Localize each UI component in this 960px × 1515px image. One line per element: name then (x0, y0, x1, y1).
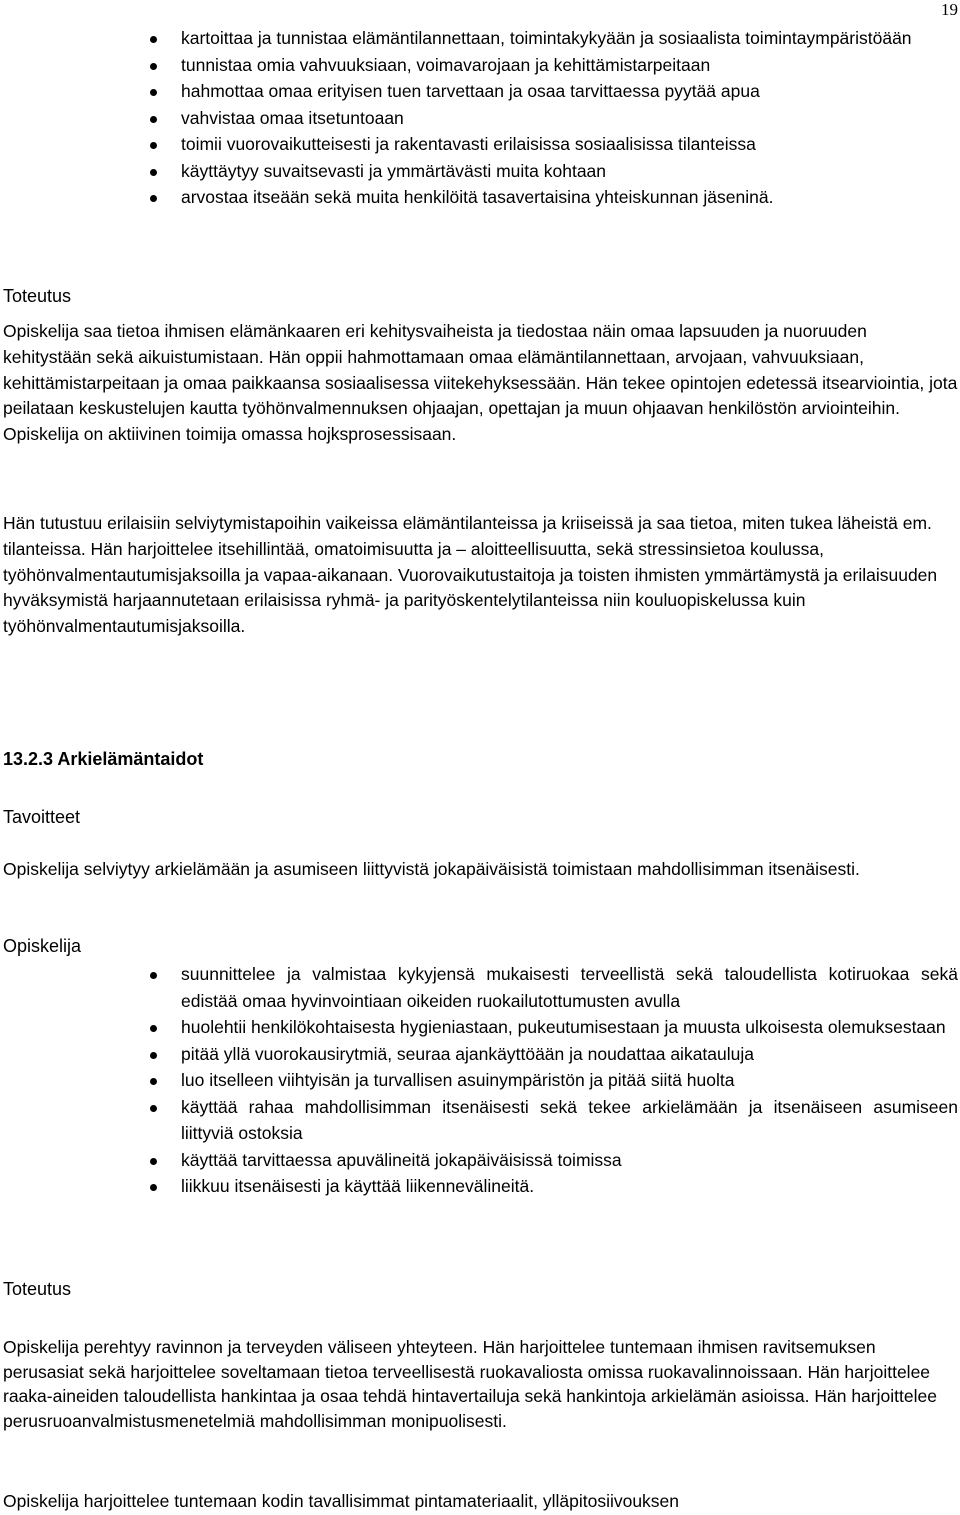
page-number: 19 (941, 0, 958, 19)
bullet-icon (150, 1078, 157, 1085)
toteutus-heading: Toteutus (3, 286, 72, 306)
bullet-icon (150, 63, 157, 70)
toteutus-paragraph-2 (3, 511, 958, 640)
paragraph: Opiskelija saa tietoa ihmisen elämänkaaren eri kehitysvaiheista ja tiedostaa näin omaa lapsuuden ja nuoruuden kehitystään sekä aikuistumistaan. Hän oppii hahmottamaan omaa elämäntilannettaan, arvojaan, vahvuuksiaan, kehittämistarpeitaan ja omaa paikkaansa sosiaalisessa viitekehyksessään. Hän tekee opintojen edetessä itsearviointia, jota peilataan keskustelujen kautta työhönvalmennuksen ohjaajan, opettajan ja muun ohjaavan henkilöstön arviointeihin. Opiskelija on aktiivinen toimija omassa hojksprosessisaan. (3, 321, 958, 445)
bullet-icon (150, 89, 157, 96)
tavoitteet-heading: Tavoitteet (3, 807, 81, 827)
paragraph: Opiskelija selviytyy arkielämään ja asumiseen liittyvistä jokapäiväisistä toimistaan mahdollisimman itsenäisesti. (3, 859, 860, 879)
list-item: pitää yllä vuorokausirytmiä, seuraa ajankäyttöään ja noudattaa aikatauluja (3, 1041, 958, 1068)
list-item: käyttäytyy suvaitsevasti ja ymmärtävästi muita kohtaan (3, 158, 958, 185)
list-item: käyttää rahaa mahdollisimman itsenäisesti sekä tekee arkielämään ja itsenäiseen asumiseen liittyviä ostoksia (3, 1094, 958, 1147)
bullet-icon (150, 195, 157, 202)
goals-list-container (3, 25, 958, 211)
toteutus-2-paragraph-2 (3, 1489, 958, 1515)
list-item: toimii vuorovaikutteisesti ja rakentavasti erilaisissa sosiaalisissa tilanteissa (3, 131, 958, 158)
list-item: huolehtii henkilökohtaisesta hygieniastaan, pukeutumisestaan ja muusta ulkoisesta olemuksestaan (3, 1014, 958, 1041)
section-title: 13.2.3 Arkielämäntaidot (3, 749, 204, 769)
bullet-icon (150, 1184, 157, 1191)
opiskelija-list (3, 961, 958, 1200)
opiskelija-heading: Opiskelija (3, 936, 82, 956)
bullet-icon (150, 169, 157, 176)
toteutus-heading-2: Toteutus (3, 1279, 72, 1299)
paragraph: Hän tutustuu erilaisiin selviytymistapoihin vaikeissa elämäntilanteissa ja kriiseissä ja saa tietoa, miten tukea läheistä em. tilanteissa. Hän harjoittelee itsehillintää, omatoimisuutta ja – aloitteellisuutta, sekä stressinsietoa koulussa, työhönvalmentautumisjaksoilla ja vapaa-aikanaan. Vuorovaikutustaitoja ja toisten ihmisten ymmärtämystä ja erilaisuuden hyväksymistä harjaannutetaan erilaisissa ryhmä- ja parityöskentelytilanteissa niin kouluopiskelussa kuin työhönvalmentautumisjaksoilla. (3, 513, 938, 637)
paragraph: Opiskelija perehtyy ravinnon ja terveyden väliseen yhteyteen. Hän harjoittelee tuntemaan ihmisen ravitsemuksen perusasiat sekä harjoittelee soveltamaan tietoa terveellisestä ruokavaliosta omissa ruokavalinnoissaan. Hän harjoittelee raaka-aineiden taloudellista hankintaa ja osaa tehdä hintavertailuja sekä hankintoja arkielämän asioissa. Hän harjoittelee perusruoanvalmistusmenetelmiä mahdollisimman monipuolisesti. (3, 1337, 937, 1431)
tavoitteet-paragraph (3, 857, 958, 883)
toteutus-paragraph-1 (3, 319, 958, 448)
opiskelija-list-container (3, 961, 958, 1200)
list-item: tunnistaa omia vahvuuksiaan, voimavarojaan ja kehittämistarpeitaan (3, 52, 958, 79)
bullet-icon (150, 36, 157, 43)
paragraph: Opiskelija harjoittelee tuntemaan kodin tavallisimmat pintamateriaalit, ylläpitosiivouksen (3, 1491, 680, 1511)
bullet-icon (150, 972, 157, 979)
list-item: luo itselleen viihtyisän ja turvallisen asuinympäristön ja pitää siitä huolta (3, 1067, 958, 1094)
goals-list (3, 25, 958, 211)
bullet-icon (150, 1105, 157, 1112)
list-item: suunnittelee ja valmistaa kykyjensä mukaisesti terveellistä sekä taloudellista kotiruokaa sekä edistää omaa hyvinvointiaan oikeiden ruokailutottumusten avulla (3, 961, 958, 1014)
list-item: kartoittaa ja tunnistaa elämäntilannettaan, toimintakykyään ja sosiaalista toimintaympäristöään (3, 25, 958, 52)
bullet-icon (150, 1052, 157, 1059)
list-item: vahvistaa omaa itsetuntoaan (3, 105, 958, 132)
bullet-icon (150, 1158, 157, 1165)
toteutus-2-paragraph-1 (3, 1335, 958, 1433)
list-item: käyttää tarvittaessa apuvälineitä jokapäiväisissä toimissa (3, 1147, 958, 1174)
list-item: hahmottaa omaa erityisen tuen tarvettaan ja osaa tarvittaessa pyytää apua (3, 78, 958, 105)
bullet-icon (150, 116, 157, 123)
bullet-icon (150, 142, 157, 149)
list-item: liikkuu itsenäisesti ja käyttää liikennevälineitä. (3, 1173, 958, 1200)
list-item: arvostaa itseään sekä muita henkilöitä tasavertaisina yhteiskunnan jäseninä. (3, 184, 958, 211)
bullet-icon (150, 1025, 157, 1032)
